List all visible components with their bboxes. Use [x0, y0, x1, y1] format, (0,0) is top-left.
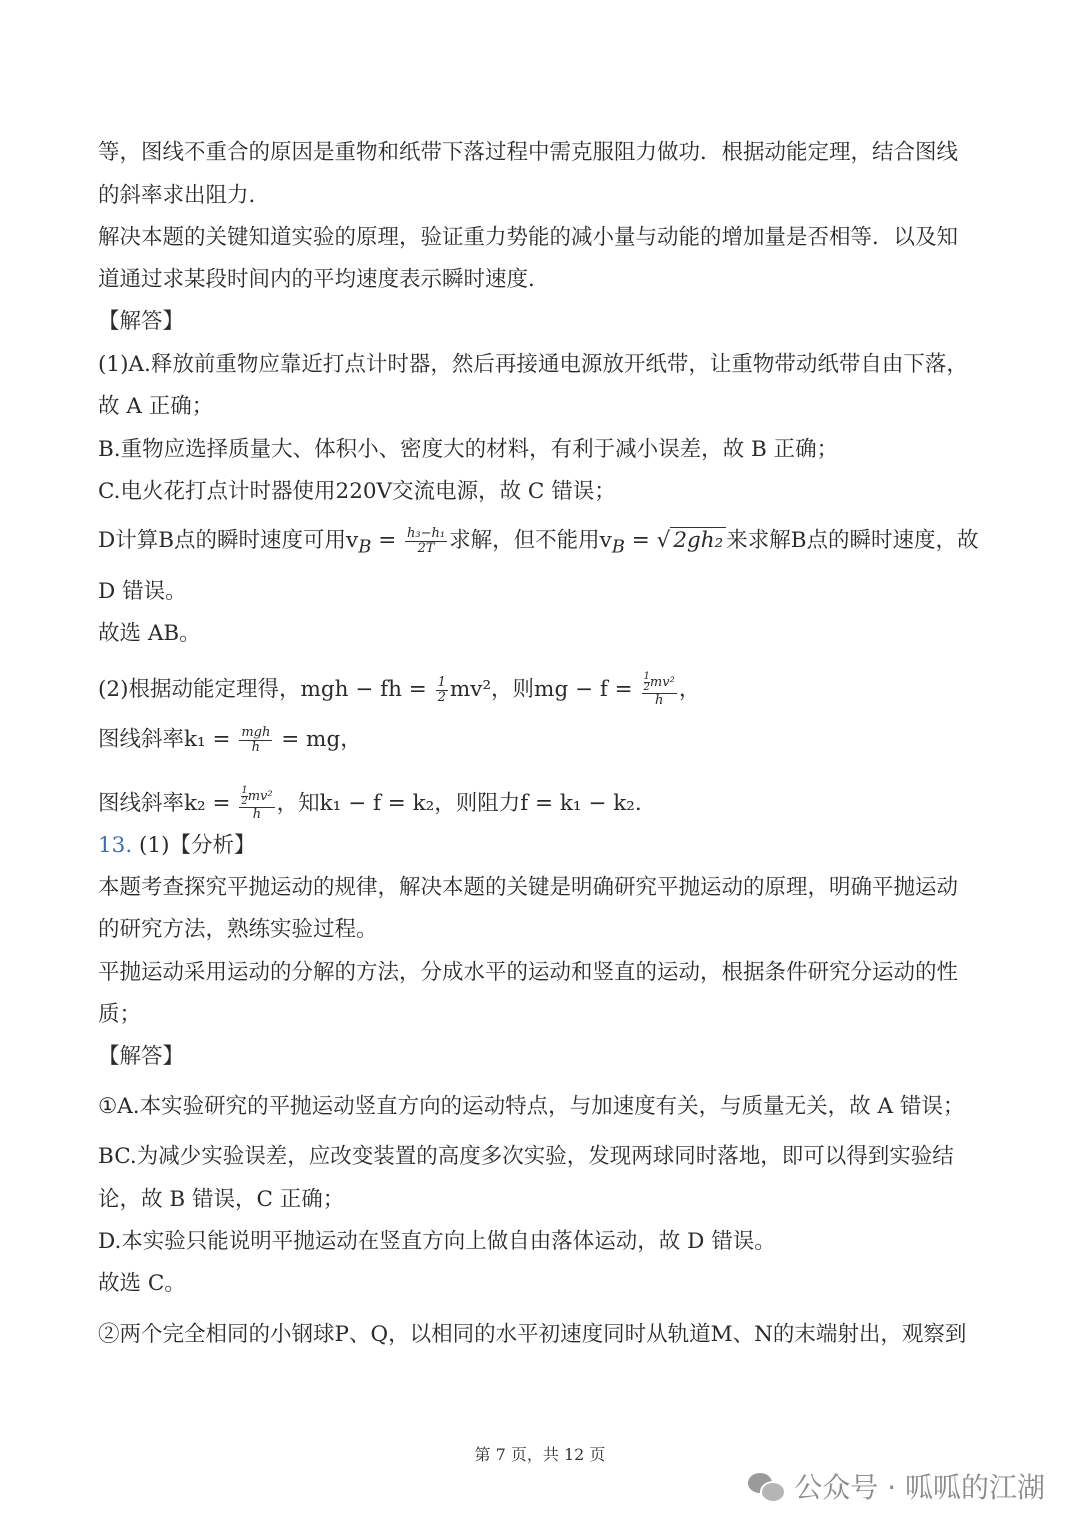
fraction — [239, 786, 274, 822]
text-line: ①A.本实验研究的平抛运动竖直方向的运动特点，与加速度有关，与质量无关，故 A 错误； — [98, 1094, 965, 1119]
text-line: 本题考查探究平抛运动的规律，解决本题的关键是明确研究平抛运动的原理，明确平抛运动 — [98, 875, 959, 900]
question-number: 13. — [98, 833, 133, 858]
text-line: 解决本题的关键知道实验的原理，验证重力势能的减小量与动能的增加量是否相等．以及知 — [98, 225, 959, 250]
nested-numerator: 1 — [241, 785, 248, 796]
text-line: 平抛运动采用运动的分解的方法，分成水平的运动和竖直的运动，根据条件研究分运动的性 — [98, 960, 959, 985]
fraction-term: mv² — [649, 675, 675, 690]
text-line: 质； — [98, 1002, 142, 1027]
text-line: D 错误。 — [98, 579, 187, 604]
watermark — [748, 1466, 1045, 1506]
text-line: 故选 C。 — [98, 1271, 186, 1296]
formula-line — [98, 786, 978, 822]
fraction-denominator: h — [654, 693, 664, 708]
fraction-term: mv² — [247, 789, 273, 804]
fraction — [436, 676, 448, 705]
text-segment: = — [624, 528, 657, 553]
text-segment: 图线斜率k₂ = — [98, 791, 238, 816]
fraction — [642, 672, 677, 708]
nested-denominator: 2 — [241, 796, 248, 807]
fraction-numerator: mgh — [241, 724, 271, 740]
text-line: ②两个完全相同的小钢球P、Q，以相同的水平初速度同时从轨道M、N的末端射出，观察到 — [98, 1322, 967, 1347]
text-line: D.本实验只能说明平抛运动在竖直方向上做自由落体运动，故 D 错误。 — [98, 1229, 776, 1254]
text-segment: D计算B点的瞬时速度可用v — [98, 528, 359, 553]
wechat-icon — [748, 1471, 784, 1501]
nested-numerator: 1 — [643, 671, 650, 682]
text-segment: ，知k₁ − f = k₂，则阻力f = k₁ − k₂. — [276, 791, 642, 816]
fraction — [405, 527, 447, 556]
text-segment: (2)根据动能定理得，mgh − fh = — [98, 677, 434, 702]
text-segment: = mg， — [274, 727, 362, 752]
subscript: B — [358, 536, 372, 558]
radical-sign-icon: √ — [656, 528, 671, 553]
text-line: 故选 AB。 — [98, 621, 201, 646]
text-line: 的斜率求出阻力． — [98, 183, 271, 208]
text-line: 等，图线不重合的原因是重物和纸带下落过程中需克服阻力做功．根据动能定理，结合图线 — [98, 140, 959, 165]
text-segment: 求解，但不能用v — [449, 528, 612, 553]
text-line: 的研究方法，熟练实验过程。 — [98, 917, 378, 942]
nested-denominator: 2 — [643, 682, 650, 693]
text-segment: mv²，则mg − f = — [449, 677, 640, 702]
text-line: C.电火花打点计时器使用220V交流电源，故 C 错误； — [98, 479, 616, 504]
text-line: 道通过求某段时间内的平均速度表示瞬时速度． — [98, 267, 550, 292]
text-line: (1)A.释放前重物应靠近打点计时器，然后再接通电源放开纸带，让重物带动纸带自由下落， — [98, 352, 968, 377]
fraction-denominator: h — [252, 807, 262, 822]
subscript: B — [611, 536, 625, 558]
formula-line — [98, 526, 978, 562]
fraction-denominator: 2 — [437, 689, 446, 705]
formula-line — [98, 725, 978, 755]
watermark-text: 公众号 · 呱呱的江湖 — [794, 1471, 1045, 1504]
page-footer: 第 7 页，共 12 页 — [474, 1445, 606, 1464]
fraction-numerator: h₃−h₁ — [407, 525, 446, 541]
fraction-denominator: 2T — [417, 540, 435, 556]
question-heading — [98, 831, 978, 861]
radicand: 2gh₂ — [670, 527, 726, 553]
fraction-numerator — [642, 672, 677, 694]
text-segment: ， — [678, 677, 701, 702]
text-segment: (1)【分析】 — [132, 833, 256, 858]
text-segment: = — [371, 528, 404, 553]
fraction-numerator — [239, 786, 274, 808]
fraction — [239, 726, 272, 755]
section-heading: 【解答】 — [98, 1044, 185, 1069]
text-line: BC.为减少实验误差，应改变装置的高度多次实验，发现两球同时落地，即可以得到实验结 — [98, 1144, 954, 1169]
text-line: B.重物应选择质量大、体积小、密度大的材料，有利于减小误差，故 B 正确； — [98, 437, 839, 462]
text-segment: 来求解B点的瞬时速度，故 — [726, 528, 979, 553]
square-root — [657, 526, 727, 556]
fraction-denominator: h — [251, 739, 261, 755]
text-segment: 图线斜率k₁ = — [98, 727, 238, 752]
section-heading: 【解答】 — [98, 309, 185, 334]
text-line: 故 A 正确； — [98, 394, 214, 419]
text-line: 论，故 B 错误，C 正确； — [98, 1187, 345, 1212]
fraction-numerator: 1 — [437, 674, 446, 690]
formula-line — [98, 672, 978, 708]
